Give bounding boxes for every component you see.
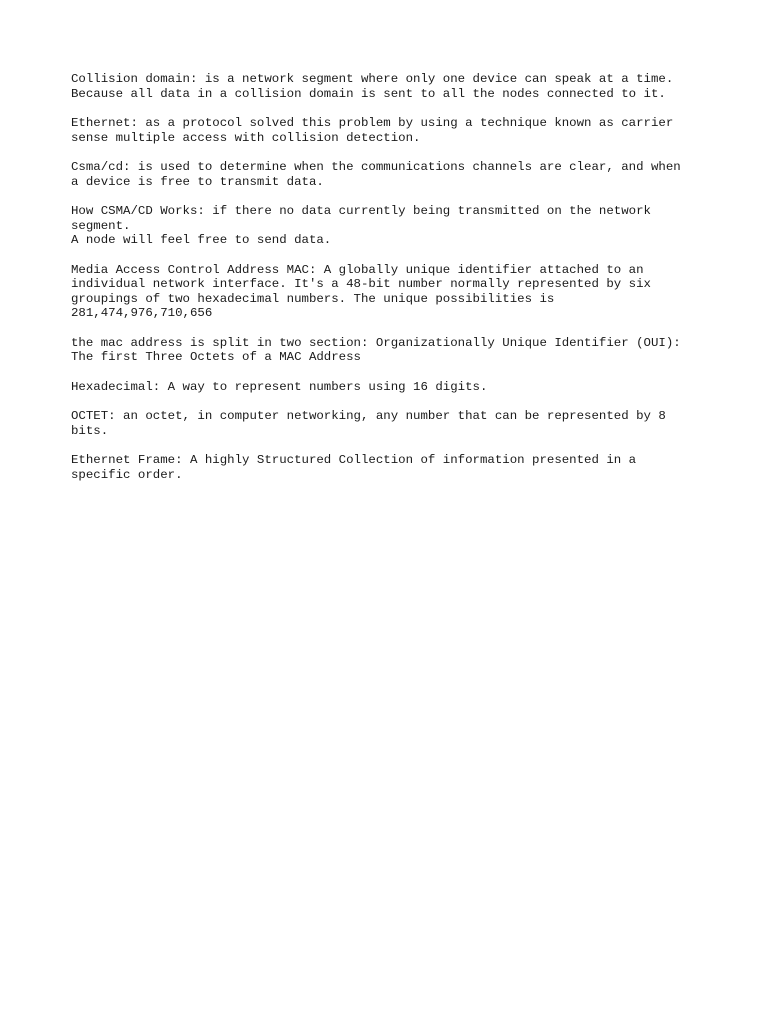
document-page bbox=[71, 72, 731, 497]
text-line: Ethernet: as a protocol solved this problem by using a technique known as carrier bbox=[71, 115, 674, 130]
text-line: bits. bbox=[71, 423, 109, 438]
text-line: Media Access Control Address MAC: A globally unique identifier attached to an bbox=[71, 262, 644, 277]
text-line: sense multiple access with collision detection. bbox=[71, 130, 421, 145]
paragraph-oui bbox=[71, 336, 731, 365]
text-line: Csma/cd: is used to determine when the communications channels are clear, and when bbox=[71, 159, 681, 174]
text-line: Hexadecimal: A way to represent numbers using 16 digits. bbox=[71, 379, 488, 394]
text-line: specific order. bbox=[71, 467, 183, 482]
text-line: Collision domain: is a network segment where only one device can speak at a time. bbox=[71, 72, 674, 86]
text-line: OCTET: an octet, in computer networking, any number that can be represented by 8 bbox=[71, 409, 666, 424]
text-line: individual network interface. It's a 48-bit number normally represented by six bbox=[71, 277, 651, 292]
text-line: a device is free to transmit data. bbox=[71, 174, 324, 189]
text-line: Ethernet Frame: A highly Structured Collection of information presented in a bbox=[71, 453, 637, 468]
paragraph-mac-address bbox=[71, 263, 731, 321]
text-line: segment. bbox=[71, 218, 131, 233]
text-line: Because all data in a collision domain is sent to all the nodes connected to it. bbox=[71, 86, 666, 101]
paragraph-collision-domain bbox=[71, 72, 731, 101]
text-line: The first Three Octets of a MAC Address bbox=[71, 350, 361, 365]
text-line: How CSMA/CD Works: if there no data currently being transmitted on the network bbox=[71, 203, 651, 218]
paragraph-ethernet-frame bbox=[71, 453, 731, 482]
text-line: A node will feel free to send data. bbox=[71, 233, 332, 248]
paragraph-how-csma-cd-works bbox=[71, 204, 731, 248]
paragraph-csma-cd bbox=[71, 160, 731, 189]
paragraph-octet bbox=[71, 409, 731, 438]
text-line: groupings of two hexadecimal numbers. The unique possibilities is bbox=[71, 291, 555, 306]
paragraph-hexadecimal bbox=[71, 380, 731, 395]
paragraph-ethernet bbox=[71, 116, 731, 145]
text-line: 281,474,976,710,656 bbox=[71, 306, 213, 321]
text-line: the mac address is split in two section: Organizationally Unique Identifier (OUI): bbox=[71, 335, 681, 350]
